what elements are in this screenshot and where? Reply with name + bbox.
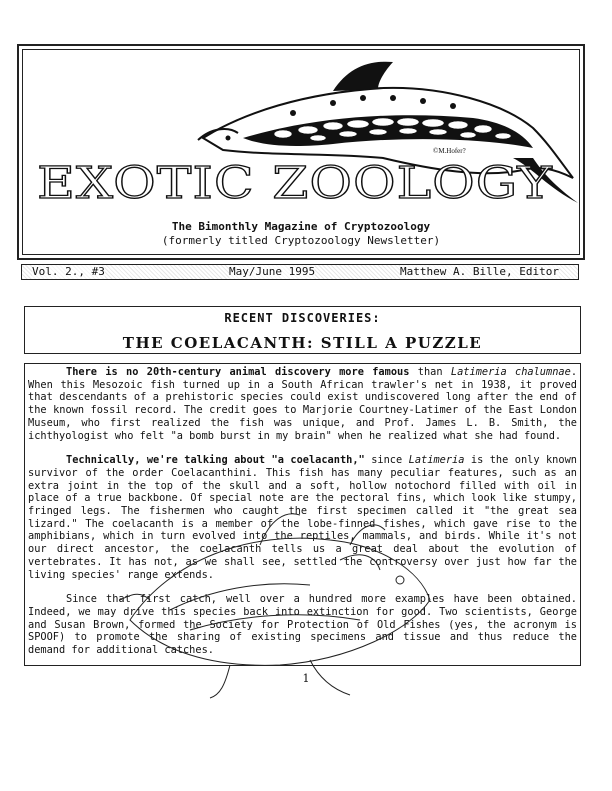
logo-wordmark: EXOTIC ZOOLOGY	[37, 158, 553, 209]
masthead-frame	[22, 49, 580, 255]
section-label: RECENT DISCOVERIES:	[224, 311, 381, 325]
article-title: THE COELACANTH: STILL A PUZZLE	[122, 334, 483, 352]
issue-date: May/June 1995	[229, 265, 316, 278]
paragraph-1	[28, 366, 577, 442]
article-header-box	[24, 306, 581, 354]
paragraph-2-text-b: is the only known survivor of the order Coelacanthini. This fish has many peculiar features, such as an extra joint in the top of the skull and a soft, hollow notochord filled with oil in place of a true backbone. Of special note are the pectoral fins, which look like stumpy, fringed legs. The fishermen who caught the first specimen called it "the great sea lizard." The coelacanth is a member of the lobe-finned fishes, which gave rise to the amphibians, which in turn evolved into the reptiles, mammals, and birds. While it's not our direct ancestor, the coelacanth tells us a great deal about the evolution of vertebrates. It has not, as we shall see, settled the controversy over just how far the living species' range extends.	[28, 454, 577, 581]
article-body-box	[24, 363, 581, 666]
paragraph-2-text-a: since	[364, 454, 409, 467]
paragraph-2-lead: Technically, we're talking about "a coelacanth,"	[66, 454, 365, 467]
masthead	[17, 44, 585, 260]
issue-volume: Vol. 2., #3	[32, 265, 105, 278]
subtitle-line-1: The Bimonthly Magazine of Cryptozoology	[171, 220, 431, 233]
paragraph-1-lead: There is no 20th-century animal discovery more famous	[66, 366, 410, 378]
paragraph-1-text-a: than	[409, 366, 451, 378]
issue-info-bar	[21, 264, 579, 280]
issue-editor: Matthew A. Bille, Editor	[400, 265, 559, 278]
paragraph-2	[28, 454, 577, 581]
masthead-subtitle	[23, 220, 579, 248]
species-name: Latimeria chalumnae	[450, 366, 571, 378]
article-text	[28, 366, 577, 669]
paragraph-3: Since that first catch, well over a hundred more examples have been obtained. Indeed, we may drive this species back into extinction for good. Two scientists, George and Susan Brown, formed the Society for Protection of Old Fishes (yes, the acronym is SPOOF) to promote the sharing of existing specimens and tissue and thus reduce the demand for additional catches.	[28, 593, 577, 657]
page-number: 1	[302, 672, 310, 685]
artist-signature: ©M.Hofer?	[433, 147, 466, 155]
paragraph-1-text-b: . When this Mesozoic fish turned up in a South African trawler's net in 1938, it proved that descendants of a prehistoric species could exist undiscovered long after the end of the known fossil record. The credit goes to Marjorie Courtney-Latimer of the East London Museum, who first realized the fish was unique, and Prof. James L. B. Smith, the ichthyologist who felt "a bomb burst in my brain" when he realized what she had found.	[28, 366, 578, 442]
subtitle-line-2: (formerly titled Cryptozoology Newsletter)	[161, 234, 441, 247]
genus-name: Latimeria	[408, 454, 465, 467]
